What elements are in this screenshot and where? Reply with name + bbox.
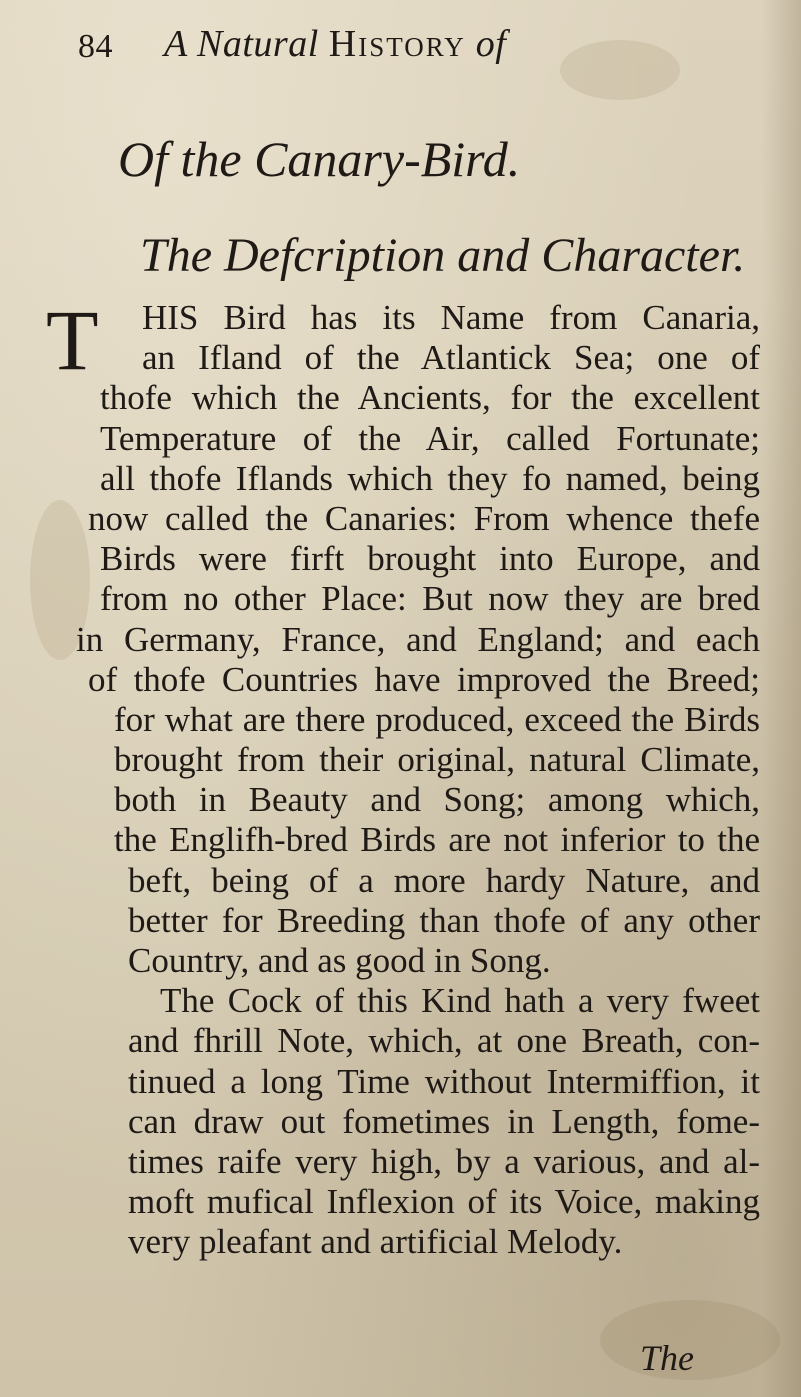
text-line: and fhrill Note, which, at one Breath, con-	[128, 1021, 760, 1061]
page-number: 84	[78, 28, 113, 65]
drop-cap: T	[46, 292, 99, 388]
text-line: times raife very high, by a various, and al-	[128, 1141, 760, 1181]
running-header	[78, 22, 718, 68]
text-line: from no other Place: But now they are bred	[100, 579, 760, 619]
text-line: moft mufical Inflexion of its Voice, making	[128, 1182, 760, 1222]
chapter-title: Of the Canary-Bird.	[118, 131, 521, 187]
text-line: beft, being of a more hardy Nature, and	[128, 860, 760, 900]
text-line: now called the Canaries: From whence thefe	[88, 498, 760, 538]
text-line: an Ifland of the Atlantick Sea; one of	[142, 338, 760, 378]
section-title: The Defcription and Character.	[140, 229, 746, 282]
text-line: HIS Bird has its Name from Canaria,	[142, 298, 760, 337]
text-line: of thofe Countries have improved the Breed;	[88, 659, 760, 699]
running-title	[164, 22, 506, 66]
body-text	[40, 292, 760, 1263]
text-line: for what are there produced, exceed the Birds	[114, 699, 760, 739]
running-title-prefix: A Natural	[164, 23, 319, 65]
text-line: better for Breeding than thofe of any other	[128, 900, 760, 940]
page-edge-shadow	[761, 0, 801, 1397]
text-line: Temperature of the Air, called Fortunate;	[100, 418, 760, 458]
text-line: Country, and as good in Song.	[128, 941, 551, 980]
running-title-suffix: of	[475, 23, 507, 65]
text-line: both in Beauty and Song; among which,	[114, 780, 760, 820]
running-title-main: History	[328, 23, 466, 65]
text-line: all thofe Iflands which they fo named, being	[100, 458, 760, 498]
text-line: in Germany, France, and England; and each	[76, 619, 760, 659]
text-line: Birds were firft brought into Europe, and	[100, 539, 760, 579]
text-line: very pleafant and artificial Melody.	[128, 1222, 623, 1262]
text-line: brought from their original, natural Climate,	[114, 740, 760, 780]
text-line: the Englifh-bred Birds are not inferior to the	[114, 820, 760, 860]
text-line: tinued a long Time without Intermiffion, it	[128, 1061, 760, 1101]
text-line: can draw out fometimes in Length, fome-	[128, 1101, 760, 1141]
text-line: The Cock of this Kind hath a very fweet	[160, 981, 760, 1021]
catchword: The	[640, 1338, 694, 1378]
text-line: thofe which the Ancients, for the excellent	[100, 378, 760, 418]
